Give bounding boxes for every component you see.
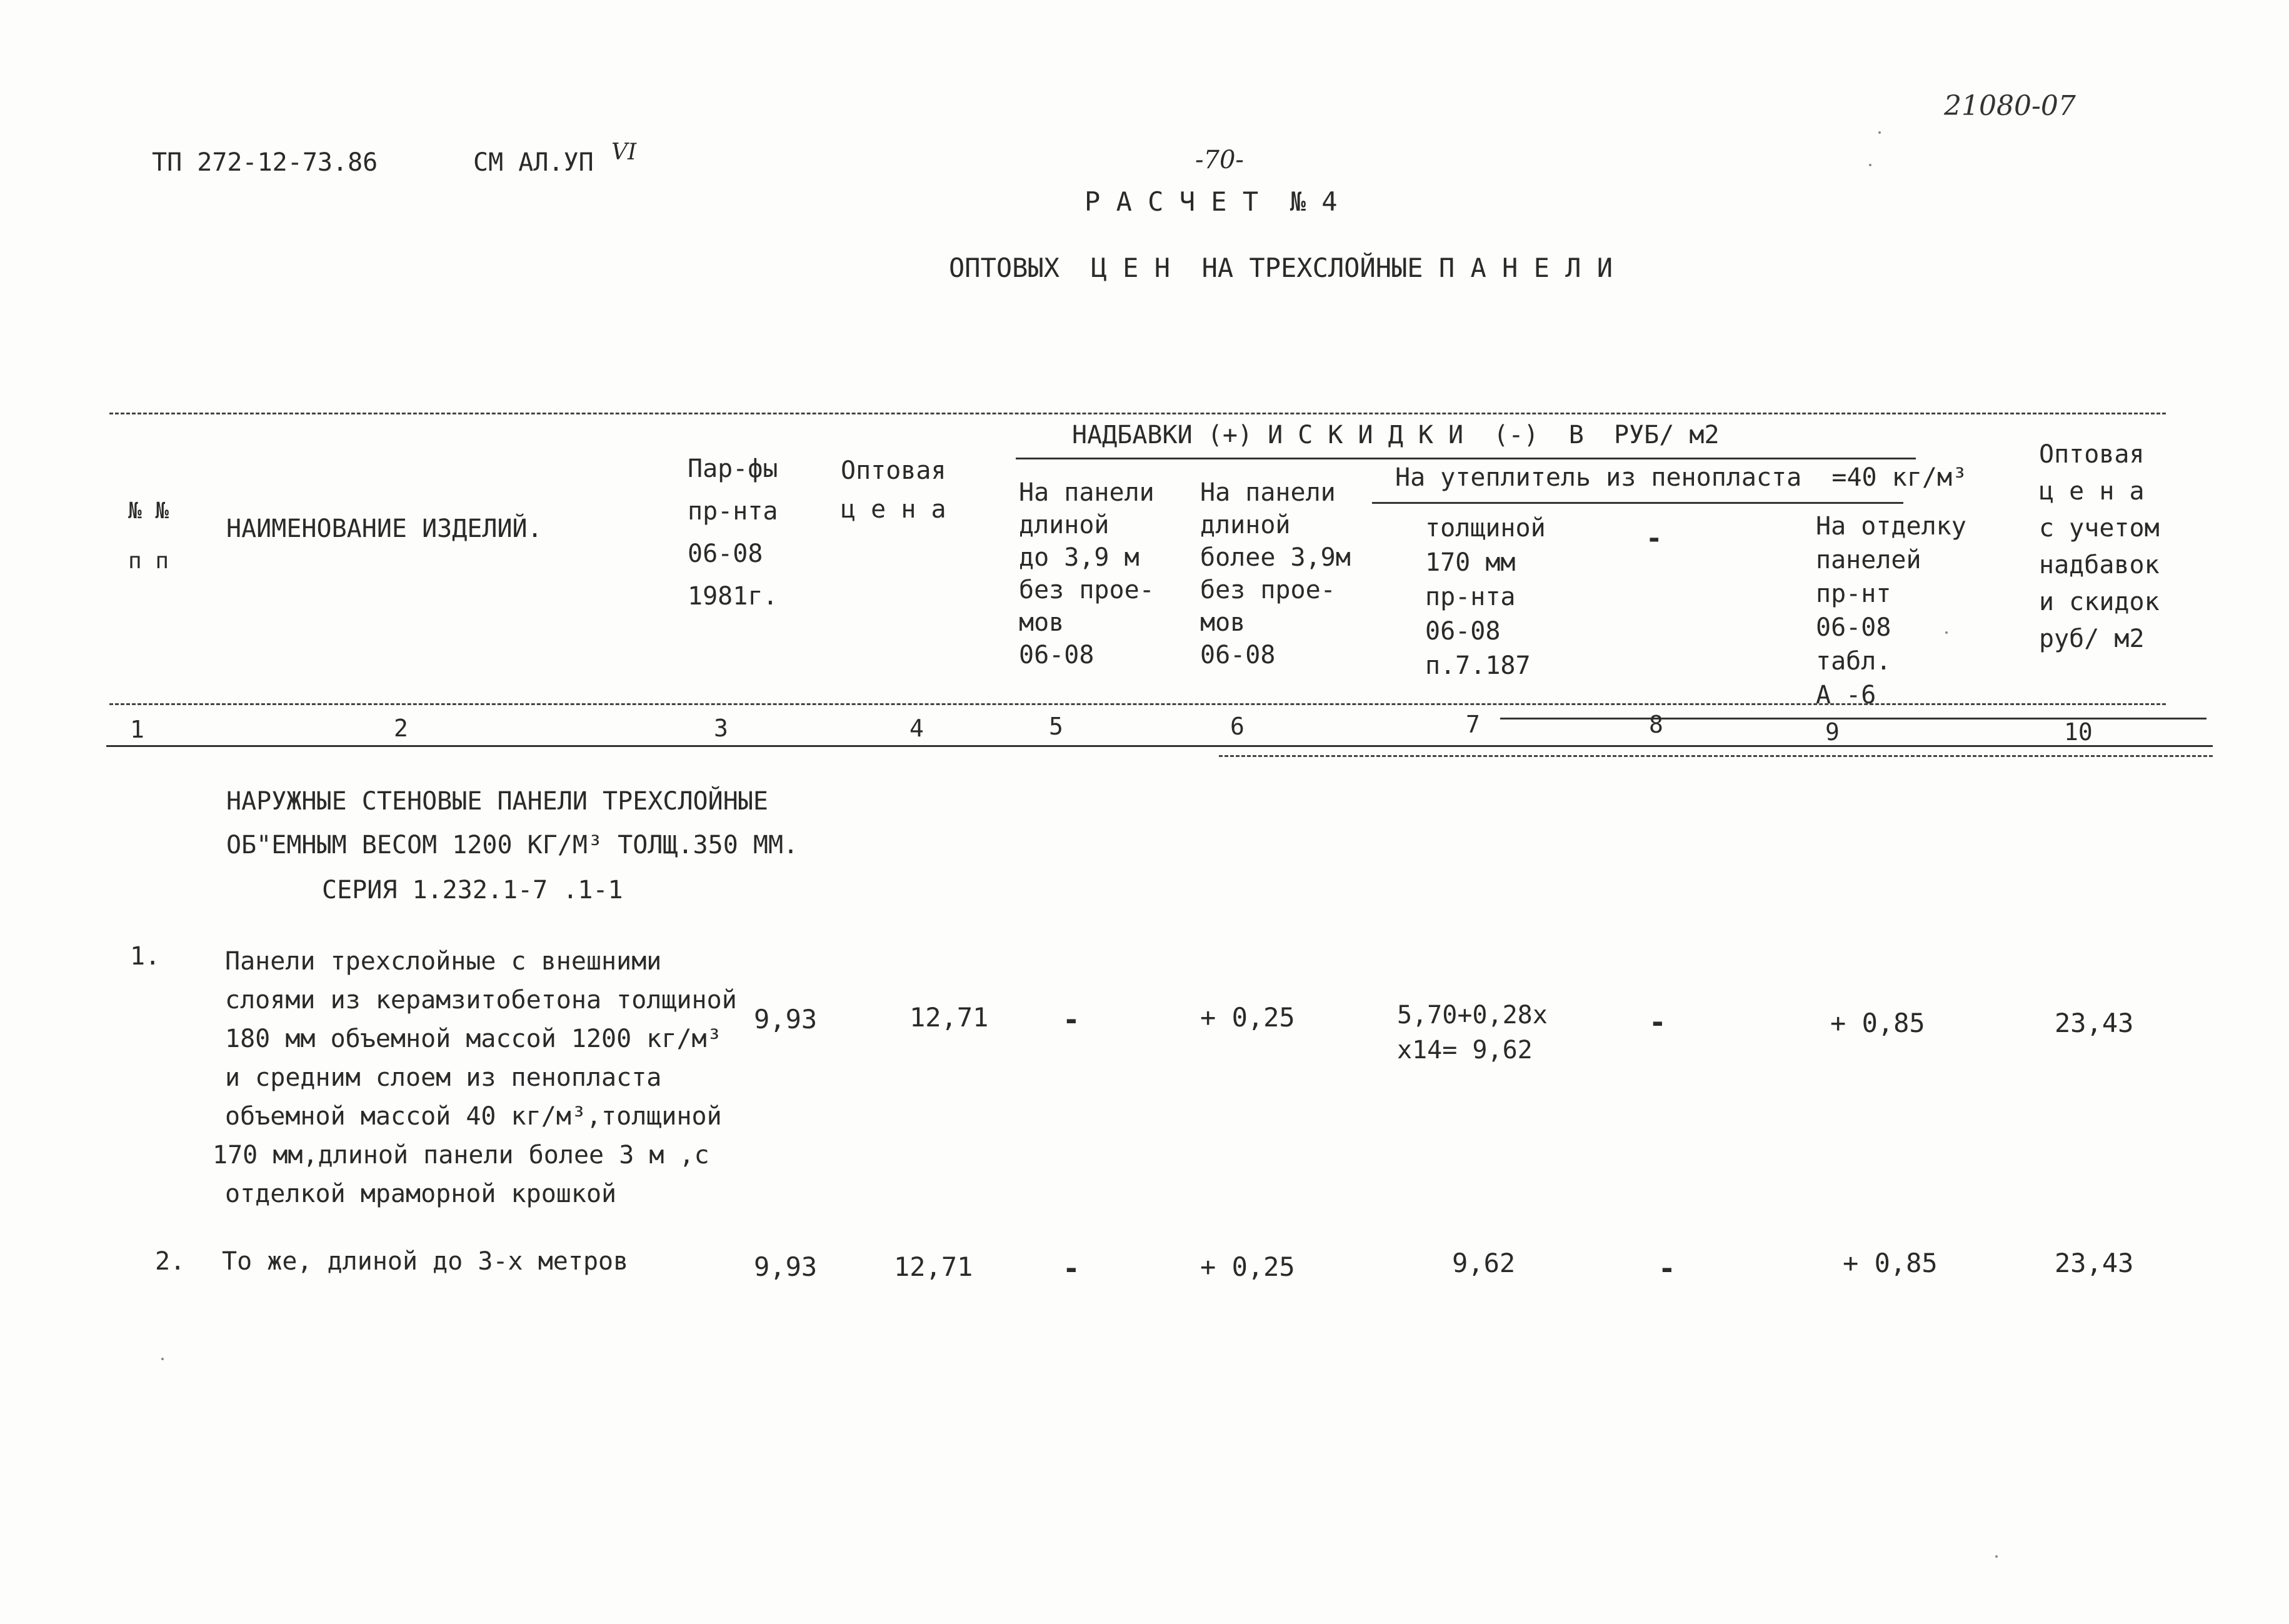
row2-final-price: 23,43: [2055, 1248, 2134, 1278]
row1-col9: + 0,85: [1830, 1008, 1925, 1038]
row1-number: 1.: [130, 942, 161, 971]
album-mark: VI: [611, 139, 637, 165]
row1-col8: -: [1649, 1005, 1666, 1039]
subgroup-rule: [1372, 502, 1903, 504]
column-number-10: 10: [2064, 718, 2093, 746]
page-number: -70-: [1195, 146, 1244, 174]
column-number-7: 7: [1466, 711, 1480, 738]
row2-base-price: 9,93: [754, 1251, 818, 1282]
column-number-3: 3: [714, 714, 728, 742]
row2-name: То же, длиной до 3-х метров: [222, 1247, 629, 1276]
header-col6: На панели длиной более 3,9м без прое- мов 06-08: [1200, 478, 1351, 669]
column-number-5: 5: [1049, 713, 1063, 740]
row1-wholesale-price: 12,71: [909, 1002, 989, 1033]
column-number-4: 4: [909, 714, 924, 742]
header-col3-base-price: Пар-фы пр-нта 06-08 1981г.: [688, 454, 778, 611]
column-number-1: 1: [130, 716, 144, 743]
header-col10-final-price: Оптовая ц е н а с учетом надбавок и скидок руб/ м2: [2039, 440, 2160, 653]
row2-col5: -: [1063, 1251, 1080, 1285]
header-col5: На панели длиной до 3,9 м без прое- мов 06-08: [1019, 478, 1155, 669]
scan-speck: [1869, 164, 1871, 166]
column-numbers-bottom-rule: [106, 745, 2213, 747]
header-col9: На отделку панелей пр-нт 06-08 табл. А -6: [1816, 512, 1966, 709]
doc-code: ТП 272-12-73.86: [152, 148, 378, 177]
row2-col7: 9,62: [1452, 1248, 1516, 1278]
row2-number: 2.: [155, 1247, 186, 1276]
section-title-line3: СЕРИЯ 1.232.1-7 .1-1: [322, 876, 623, 905]
album-code: СМ АЛ.УП: [473, 148, 594, 177]
row1-name: Панели трехслойные с внешними слоями из керамзитобетона толщиной 180 мм объемной массой 1200 кг/м³ и средним слоем из пенопласта объемной массой 40 кг/м³,толщиной 170 мм,длиной панели более 3 м ,с отделкой мраморной крошкой: [213, 947, 737, 1208]
row1-col5: -: [1063, 1003, 1080, 1036]
header-col4-wholesale-price: Оптовая ц е н а: [841, 456, 946, 524]
column-numbers-top-rule: [1500, 718, 2206, 719]
column-number-8: 8: [1649, 711, 1663, 738]
column-number-6: 6: [1230, 713, 1245, 740]
header-col1-number: № № п п: [128, 498, 169, 574]
header-col2-name: НАИМЕНОВАНИЕ ИЗДЕЛИЙ.: [226, 514, 543, 543]
row2-wholesale-price: 12,71: [894, 1251, 973, 1282]
archive-stamp: 21080-07: [1944, 90, 2076, 122]
row1-final-price: 23,43: [2055, 1008, 2134, 1038]
header-col8: -: [1646, 523, 1663, 554]
scan-speck: [1945, 631, 1948, 634]
header-col7: толщиной 170 мм пр-нта 06-08 п.7.187: [1425, 514, 1546, 680]
header-group-title: НАДБАВКИ (+) И С К И Д К И (-) В РУБ/ м2: [1072, 421, 1720, 449]
section-title-line1: НАРУЖНЫЕ СТЕНОВЫЕ ПАНЕЛИ ТРЕХСЛОЙНЫЕ: [226, 787, 768, 816]
document-subtitle: ОПТОВЫХ Ц Е Н НА ТРЕХСЛОЙНЫЕ П А Н Е Л И: [949, 253, 1613, 283]
column-numbers-bottom-rule-2: [1219, 755, 2213, 757]
section-title-line2: ОБ"ЕМНЫМ ВЕСОМ 1200 КГ/М³ ТОЛЩ.350 ММ.: [226, 831, 799, 860]
row2-col6: + 0,25: [1200, 1251, 1295, 1282]
row1-base-price: 9,93: [754, 1004, 818, 1035]
document-title: Р А С Ч Е Т № 4: [1084, 186, 1338, 217]
row1-col6: + 0,25: [1200, 1002, 1295, 1033]
scan-speck: [1878, 131, 1881, 134]
scan-speck: [161, 1358, 164, 1360]
row2-col9: + 0,85: [1843, 1248, 1938, 1278]
row1-col7: 5,70+0,28х х14= 9,62: [1397, 1001, 1548, 1065]
table-top-rule: [109, 413, 2166, 414]
group-rule: [1016, 458, 1916, 459]
header-subgroup-title: На утеплитель из пенопласта =40 кг/м³: [1395, 463, 1968, 492]
row2-col8: -: [1658, 1251, 1676, 1285]
column-number-9: 9: [1825, 718, 1840, 746]
scan-speck: [1995, 1555, 1998, 1558]
column-number-2: 2: [394, 714, 408, 742]
